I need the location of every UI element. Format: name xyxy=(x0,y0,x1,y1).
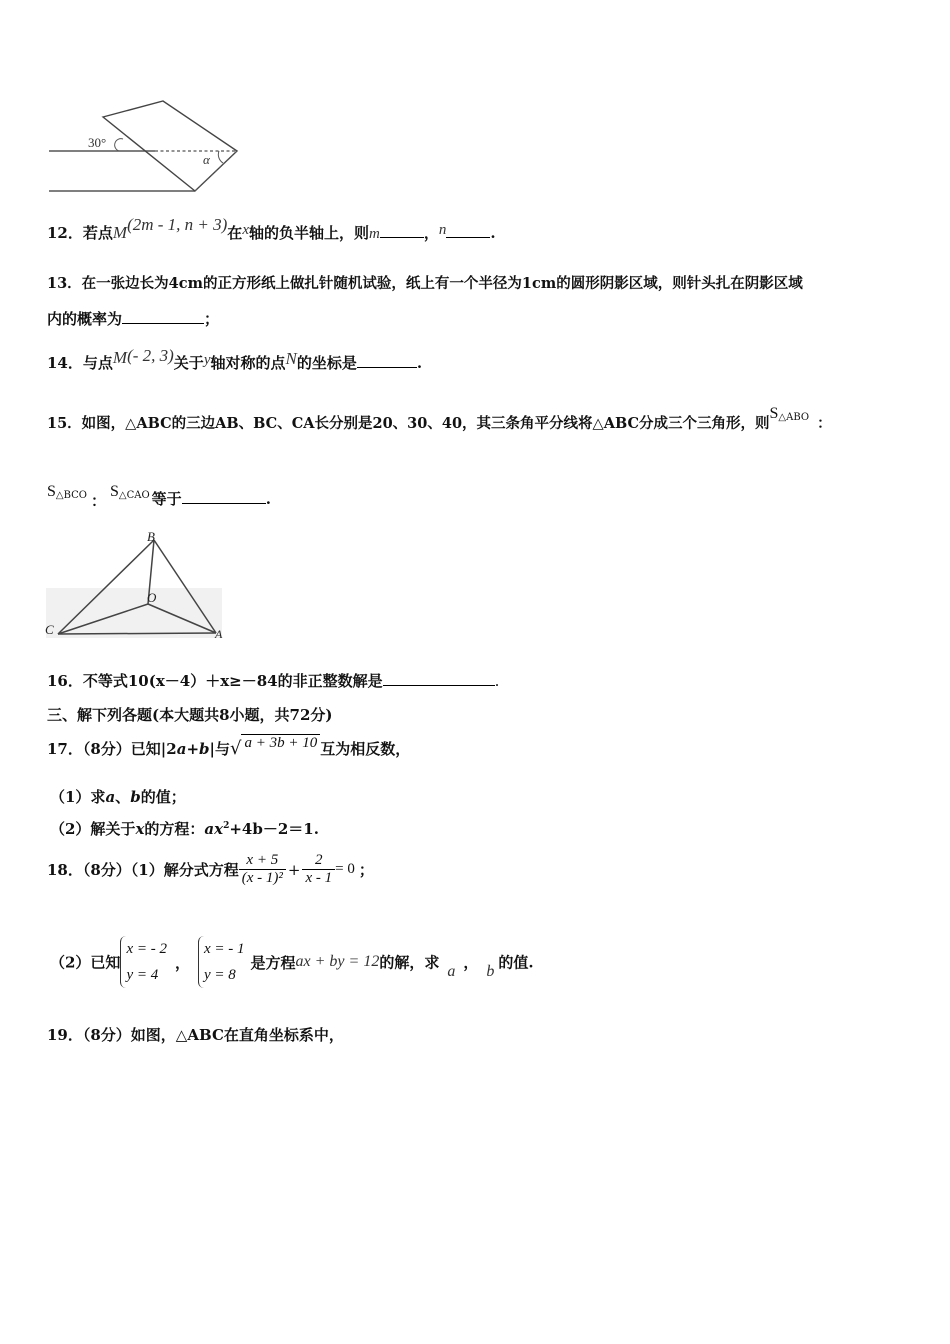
system-2: x = - 1 y = 8 xyxy=(198,936,245,988)
vertex-a-label: A xyxy=(215,627,223,641)
question-14: 14．与点M(- 2, 3)关于y轴对称的点N的坐标是 . xyxy=(47,346,423,372)
answer-blank-14[interactable] xyxy=(357,353,417,368)
question-13-line-2: 内的概率为 ； xyxy=(47,310,220,328)
triangle-abc-figure xyxy=(44,528,229,643)
fraction-2: $\frac{2}{x - 1}$ xyxy=(302,852,335,887)
question-19: 19．（8分）如图，△ABC在直角坐标系中， xyxy=(47,1026,344,1044)
sqrt-expression: a + 3b + 10 xyxy=(241,734,320,752)
system-1: x = - 2 y = 4 xyxy=(120,936,167,988)
answer-blank-15[interactable] xyxy=(182,489,266,504)
vertex-b-label: B xyxy=(147,529,155,544)
section-3-heading: 三、解下列各题(本大题共8小题，共72分) xyxy=(47,706,333,724)
point-o-label: O xyxy=(147,590,157,605)
question-18-part-2: （2）已知 x = - 2 y = 4 ， x = - 1 y = 8 是方程ax + by = 12的解，求 a ， b 的值. xyxy=(50,936,534,988)
question-17-part-1: （1）求a、b的值； xyxy=(50,788,186,806)
question-12: 12．若点M(2m - 1, n + 3)在x轴的负半轴上，则m ，n . xyxy=(47,215,496,242)
parallel-lines-figure xyxy=(45,95,245,200)
question-17: 17．（8分）已知|2a+b|与√ a + 3b + 10 互为相反数， xyxy=(47,735,411,759)
answer-blank-13[interactable] xyxy=(122,309,204,324)
question-15-line-2: $S_{\triangle BCO}$ ：$S_{\triangle CAO}$ 等于 . xyxy=(47,483,271,510)
answer-blank-m[interactable] xyxy=(380,223,424,238)
angle-30-label: 30° xyxy=(88,135,107,150)
question-18-part-1: 18．（8分）（1）解分式方程 $\frac{x + 5}{\text{(x - 1)²}}$ + $\frac{2}{x - 1}$ = 0 ； xyxy=(47,852,374,886)
question-17-part-2: （2）解关于x的方程：$ax^2+4b-2=1$. xyxy=(50,820,319,838)
answer-blank-n[interactable] xyxy=(446,223,490,238)
question-16: 16．不等式10(x－4）＋x≥－84的非正整数解是 . xyxy=(47,672,500,690)
fraction-1: $\frac{x + 5}{\text{(x - 1)²}}$ xyxy=(239,852,286,887)
alpha-label: α xyxy=(203,152,210,167)
vertex-c-label: C xyxy=(45,622,54,637)
question-13-line-1: 13．在一张边长为4cm的正方形纸上做扎针随机试验，纸上有一个半径为1cm的圆形阴影区域，则针头扎在阴影区域 xyxy=(47,275,803,292)
answer-blank-16[interactable] xyxy=(383,671,495,686)
question-15-line-1: 15．如图，△ABC的三边AB、BC、CA长分别是20、30、40，其三条角平分线将△ABC分成三个三角形，则$S^{\triangle ABO}$ ： xyxy=(47,405,832,432)
